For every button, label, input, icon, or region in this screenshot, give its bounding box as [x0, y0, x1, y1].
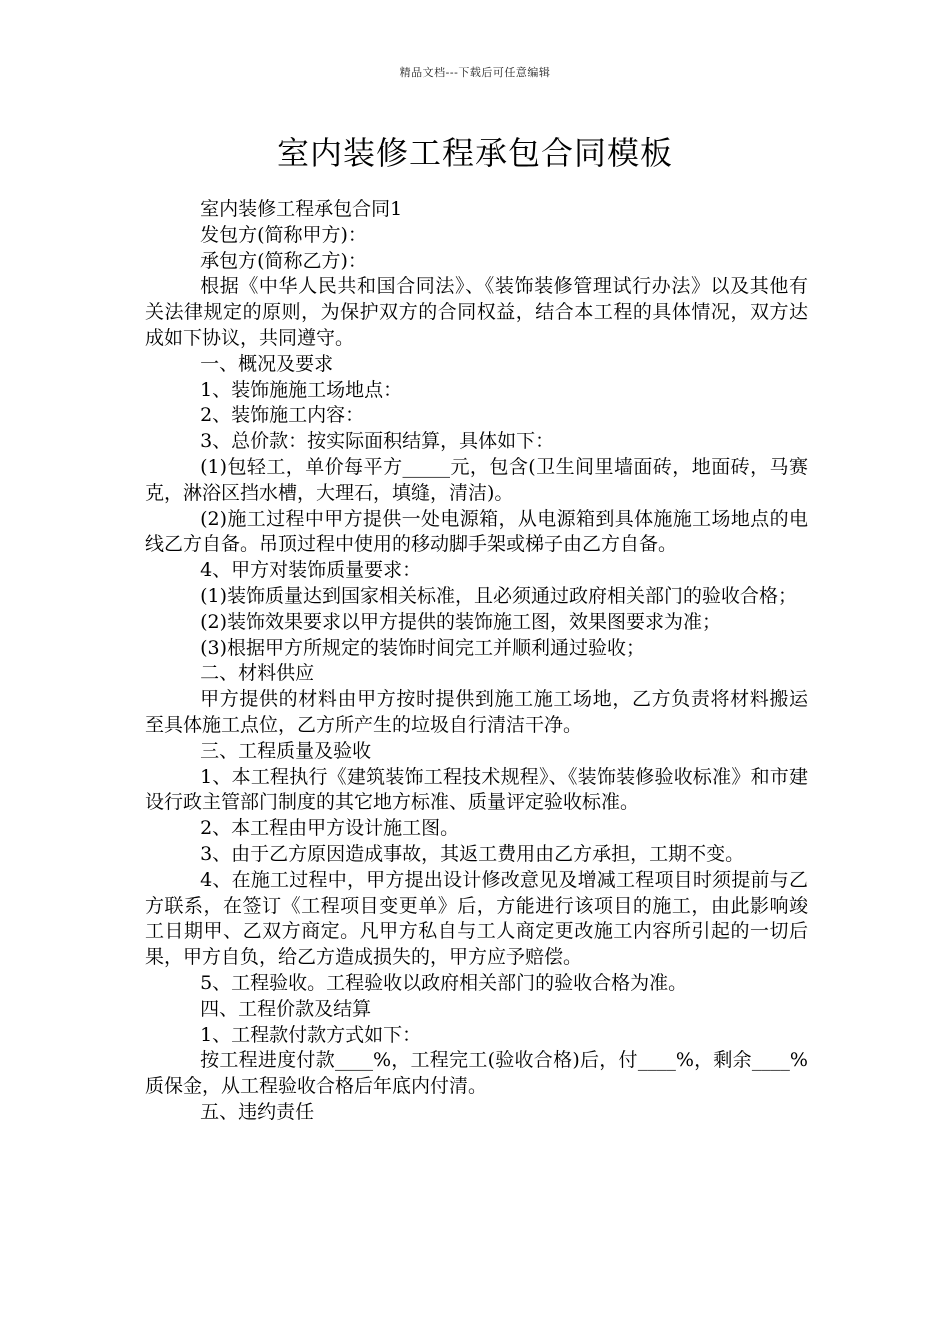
- header-note: 精品文档---下载后可任意编辑: [399, 66, 551, 79]
- paragraph-contract-heading: 室内装修工程承包合同1: [200, 198, 403, 220]
- paragraph-item: 4、甲方对装饰质量要求：: [200, 559, 422, 582]
- paragraph-item: 按工程进度付款____%，工程完工(验收合格)后，付____%，剩余____%质保金，从工程验收合格后年底内付清。: [145, 1049, 808, 1098]
- paragraph-item: 4、在施工过程中，甲方提出设计修改意见及增减工程项目时须提前与乙方联系，在签订《工程项目变更单》后，方能进行该项目的施工，由此影响竣工日期甲、乙双方商定。凡甲方私自与工人商定更改施工内容所引起的一切后果，甲方自负，给乙方造成损失的，甲方应予赔偿。: [145, 868, 808, 969]
- paragraph-subitem: (3)根据甲方所规定的装饰时间完工并顺利通过验收；: [200, 636, 646, 659]
- paragraph-preamble: 根据《中华人民共和国合同法》、《装饰装修管理试行办法》以及其他有关法律规定的原则，为保护双方的合同权益，结合本工程的具体情况，双方达成如下协议，共同遵守。: [145, 275, 808, 349]
- document-body: [145, 197, 808, 1126]
- paragraph-party-b: 承包方(简称乙方)：: [200, 249, 367, 272]
- document-title: 室内装修工程承包合同模板: [276, 134, 673, 172]
- paragraph-item: 1、工程款付款方式如下：: [200, 1023, 422, 1046]
- paragraph-subitem: (1)装饰质量达到国家相关标准，且必须通过政府相关部门的验收合格；: [200, 584, 798, 607]
- paragraph-item: 2、本工程由甲方设计施工图。: [200, 817, 460, 840]
- section-heading-liability: 五、违约责任: [200, 1100, 315, 1123]
- section-heading-quality: 三、工程质量及验收: [200, 739, 372, 762]
- section-heading-materials: 二、材料供应: [200, 662, 315, 685]
- paragraph-item: 2、装饰施工内容：: [200, 404, 365, 427]
- section-heading-overview: 一、概况及要求: [200, 352, 334, 375]
- paragraph-item: 5、工程验收。工程验收以政府相关部门的验收合格为准。: [200, 971, 688, 994]
- paragraph-item: 1、本工程执行《建筑装饰工程技术规程》、《装饰装修验收标准》和市建设行政主管部门制度的其它地方标准、质量评定验收标准。: [145, 765, 808, 814]
- paragraph-party-a: 发包方(简称甲方)：: [200, 223, 367, 246]
- paragraph-item: 甲方提供的材料由甲方按时提供到施工施工场地，乙方负责将材料搬运至具体施工点位，乙方所产生的垃圾自行清洁干净。: [145, 688, 808, 736]
- paragraph-subitem: (2)施工过程中甲方提供一处电源箱，从电源箱到具体施施工场地点的电线乙方自备。吊顶过程中使用的移动脚手架或梯子由乙方自备。: [145, 507, 808, 556]
- paragraph-subitem: (2)装饰效果要求以甲方提供的装饰施工图，效果图要求为准；: [200, 610, 722, 633]
- section-heading-payment: 四、工程价款及结算: [200, 997, 372, 1020]
- paragraph-subitem: (1)包轻工，单价每平方_____元，包含(卫生间里墙面砖，地面砖，马赛克，淋浴区挡水槽，大理石，填缝，清洁)。: [145, 455, 808, 504]
- paragraph-item: 1、装饰施施工场地点：: [200, 378, 403, 401]
- paragraph-item: 3、由于乙方原因造成事故，其返工费用由乙方承担，工期不变。: [200, 842, 745, 865]
- paragraph-item: 3、总价款：按实际面积结算，具体如下：: [200, 430, 555, 453]
